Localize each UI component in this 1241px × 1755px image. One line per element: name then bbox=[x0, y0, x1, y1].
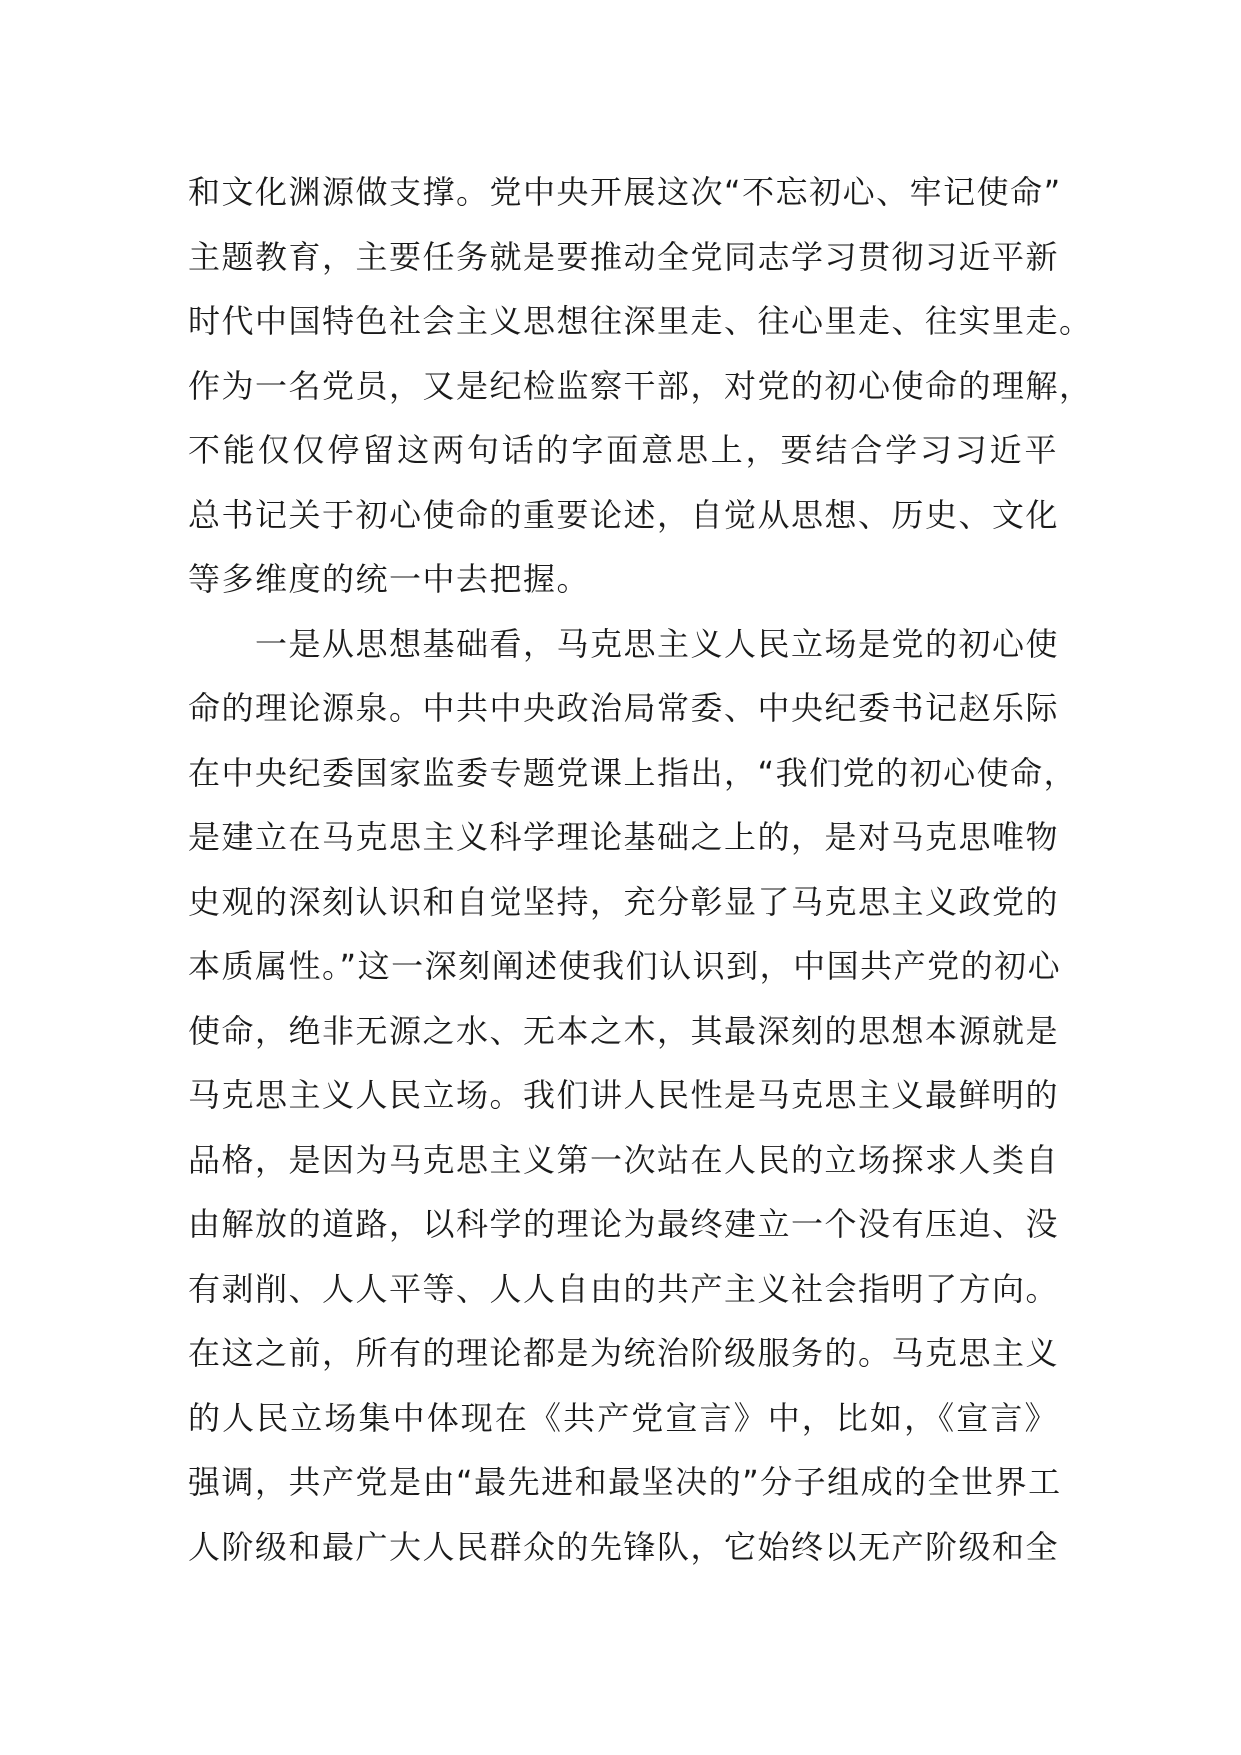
text-line: 马克思主义人民立场。我们讲人民性是马克思主义最鲜明的 bbox=[188, 1076, 1060, 1114]
paragraph-1 bbox=[188, 160, 1093, 612]
text-line: 主题教育，主要任务就是要推动全党同志学习贯彻习近平新 bbox=[188, 237, 1060, 276]
text-line: 命的理论源泉。中共中央政治局常委、中央纪委书记赵乐际 bbox=[188, 689, 1060, 727]
text-line: 不能仅仅停留这两句话的字面意思上，要结合学习习近平 bbox=[188, 431, 1058, 469]
text-line: 作为一名党员，又是纪检监察干部，对党的初心使命的理解， bbox=[188, 366, 1093, 405]
text-line: 强调，共产党是由“最先进和最坚决的”分子组成的全世界工 bbox=[188, 1463, 1062, 1501]
text-line: 的人民立场集中体现在《共产党宣言》中，比如，《宣言》 bbox=[188, 1398, 1058, 1437]
text-line: 和文化渊源做支撑。党中央开展这次“不忘初心、牢记使命” bbox=[188, 173, 1062, 211]
document-body bbox=[188, 160, 1093, 1579]
text-line: 是建立在马克思主义科学理论基础之上的，是对马克思唯物 bbox=[188, 818, 1060, 856]
text-line: 在这之前，所有的理论都是为统治阶级服务的。马克思主义 bbox=[188, 1334, 1060, 1372]
text-line: 由解放的道路，以科学的理论为最终建立一个没有压迫、没 bbox=[188, 1205, 1060, 1243]
text-line: 等多维度的统一中去把握。 bbox=[188, 560, 591, 598]
text-line: 使命，绝非无源之水、无本之木，其最深刻的思想本源就是 bbox=[188, 1011, 1060, 1050]
paragraph-2 bbox=[188, 612, 1078, 1580]
text-line: 本质属性。”这一深刻阐述使我们认识到，中国共产党的初心 bbox=[188, 947, 1062, 985]
text-line: 总书记关于初心使命的重要论述，自觉从思想、历史、文化 bbox=[188, 495, 1060, 534]
text-line: 史观的深刻认识和自觉坚持，充分彰显了马克思主义政党的 bbox=[188, 882, 1060, 921]
text-line: 品格，是因为马克思主义第一次站在人民的立场探求人类自 bbox=[188, 1140, 1060, 1179]
text-line: 人阶级和最广大人民群众的先锋队，它始终以无产阶级和全 bbox=[188, 1527, 1060, 1566]
text-line: 一是从思想基础看，马克思主义人民立场是党的初心使 bbox=[255, 624, 1060, 663]
text-line: 在中央纪委国家监委专题党课上指出，“我们党的初心使命， bbox=[188, 753, 1078, 792]
text-line: 时代中国特色社会主义思想往深里走、往心里走、往实里走。 bbox=[188, 302, 1093, 340]
text-line: 有剥削、人人平等、人人自由的共产主义社会指明了方向。 bbox=[188, 1269, 1060, 1308]
